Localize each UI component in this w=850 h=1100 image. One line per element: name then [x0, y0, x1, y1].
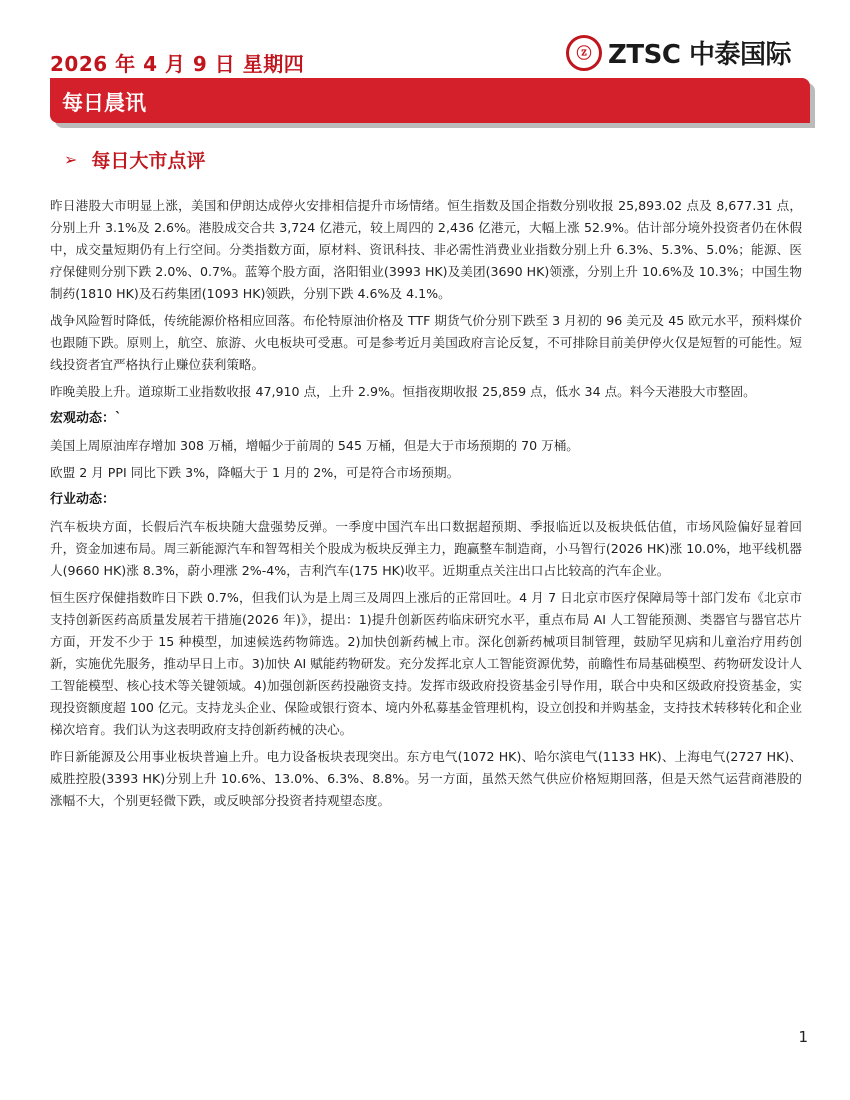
section-heading [64, 146, 205, 173]
paragraph: 昨晚美股上升。道琼斯工业指数收报 47,910 点，上升 2.9%。恒指夜期收报 25,859 点，低水 34 点。料今天港股大市整固。 [50, 384, 756, 399]
company-logo [566, 34, 791, 71]
industry-heading: 行业动态： [50, 492, 116, 507]
macro-heading: 宏观动态：` [50, 411, 122, 426]
arrow-bullet-icon: ➢ [64, 150, 78, 169]
title-banner: 每日晨讯 [50, 78, 810, 123]
paragraph: 战争风险暂时降低，传统能源价格相应回落。布伦特原油价格及 TTF 期货气价分别下跌至 3 月初的 96 美元及 45 欧元水平，预料煤价也跟随下跌。原则上，航空、旅游、火电板块可受惠。可是参考近月美国政府言论反复，不可排除目前美伊停火仅是短暂的可能性。短线投资者宜严格执行止赚位获利策略。 [50, 313, 802, 372]
logo-text: ZTSC 中泰国际 [608, 40, 791, 70]
paragraph: 昨日新能源及公用事业板块普遍上升。电力设备板块表现突出。东方电气(1072 HK)、哈尔滨电气(1133 HK)、上海电气(2727 HK)、威胜控股(3393 HK)分别上升 10.6%、13.0%、6.3%、8.8%。另一方面，虽然天然气供应价格短期回落，但是天然气运营商港股的涨幅不大，个别更轻微下跌，或反映部分投资者持观望态度。 [50, 749, 802, 808]
report-date: 2026 年 4 月 9 日 星期四 [50, 52, 305, 76]
report-body [50, 195, 802, 817]
paragraph: 恒生医疗保健指数昨日下跌 0.7%，但我们认为是上周三及周四上涨后的正常回吐。4 月 7 日北京市医疗保障局等十部门发布《北京市支持创新医药高质量发展若干措施(2026 年)》，提出：1)提升创新医药临床研究水平，重点布局 AI 人工智能预测、类器官与器官芯片方面，开发不少于 15 种模型，加速候选药物筛选。2)加快创新药械上市。深化创新药械项目制管理，鼓励罕见病和儿童治疗用药创新，实施优先服务，推动早日上市。3)加快 AI 赋能药物研发。充分发挥北京人工智能资源优势，前瞻性布局基础模型、药物研发设计人工智能模型、核心技术等关键领域。4)加强创新医药投融资支持。发挥市级政府投资基金引导作用，联合中央和区级政府投资基金，实现投资额度超 100 亿元。支持龙头企业、保险或银行资本、境内外私募基金管理机构，设立创投和并购基金，支持技术转移转化和企业梯次培育。我们认为这表明政府支持创新药械的决心。 [50, 590, 802, 737]
paragraph: 美国上周原油库存增加 308 万桶，增幅少于前周的 545 万桶，但是大于市场预期的 70 万桶。 [50, 438, 579, 453]
page-number: 1 [798, 1028, 808, 1046]
logo-icon: ⓩ [566, 35, 602, 71]
paragraph: 昨日港股大市明显上涨，美国和伊朗达成停火安排相信提升市场情绪。恒生指数及国企指数分别收报 25,893.02 点及 8,677.31 点，分别上升 3.1%及 2.6%。港股成交合共 3,724 亿港元，较上周四的 2,436 亿港元，大幅上涨 52.9%。估计部分境外投资者仍在休假中，成交量短期仍有上行空间。分类指数方面，原材料、资讯科技、非必需性消费业业指数分别上升 6.3%、5.3%、5.0%；能源、医疗保健则分别下跌 2.0%、0.7%。蓝筹个股方面，洛阳钼业(3993 HK)及美团(3690 HK)领涨，分别上升 10.6%及 10.3%；中国生物制药(1810 HK)及石药集团(1093 HK)领跌，分别下跌 4.6%及 4.1%。 [50, 198, 802, 301]
paragraph: 汽车板块方面，长假后汽车板块随大盘强势反弹。一季度中国汽车出口数据超预期、季报临近以及板块低估值，市场风险偏好显着回升，资金加速布局。周三新能源汽车和智驾相关个股成为板块反弹主力，跑赢整车制造商，小马智行(2026 HK)涨 10.0%，地平线机器人(9660 HK)涨 8.3%，蔚小理涨 2%-4%，吉利汽车(175 HK)收平。近期重点关注出口占比较高的汽车企业。 [50, 519, 802, 578]
paragraph: 欧盟 2 月 PPI 同比下跌 3%，降幅大于 1 月的 2%，可是符合市场预期。 [50, 465, 460, 480]
section-title: 每日大市点评 [91, 150, 206, 172]
